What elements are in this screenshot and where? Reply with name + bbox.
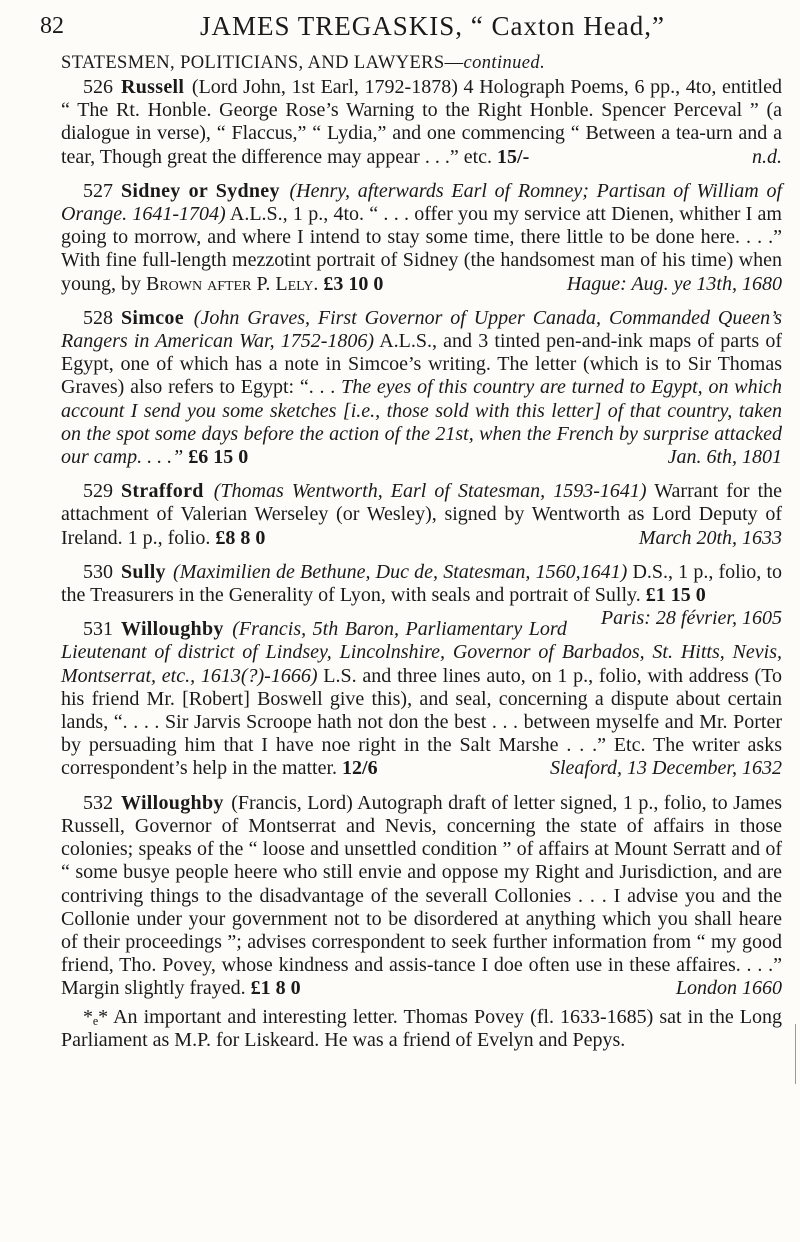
section-heading bbox=[61, 53, 545, 74]
entry-body: D.S., 1 p., folio, to the Treasurers in the Generality of Lyon, with seals and portrait of Sully. bbox=[61, 560, 783, 607]
entry-name: Sully bbox=[121, 560, 166, 583]
margin-mark bbox=[795, 1024, 798, 1084]
entry-price: £1 8 0 bbox=[250, 977, 301, 1000]
entry-name: Russell bbox=[121, 76, 185, 98]
entry-price: 12/6 bbox=[342, 757, 378, 780]
entry-number: 529 bbox=[83, 480, 113, 503]
entry-place: March 20th, 1633 bbox=[638, 526, 782, 549]
entry-description: (Maximilien de Bethune, Duc de, Statesman, 1560,1641) bbox=[173, 560, 628, 583]
entry-description: (Francis, 5th Baron, Parliamentary Lord Lieutenant of district of Lindsey, Lincolnshire, Governor of Barbados, St. Hitts, Nevis, Montserrat, etc., 1613(?)-1666) bbox=[61, 618, 782, 687]
entry-527 bbox=[61, 180, 782, 296]
entry-526 bbox=[61, 76, 782, 169]
entry-place: n.d. bbox=[752, 145, 782, 168]
entry-532-note: *ₑ* An important and interesting letter. Thomas Povey (fl. 1633-1685) sat in the Long Parliament as M.P. for Liskeard. He was a friend of Evelyn and Pepys. bbox=[61, 1005, 782, 1051]
entry-description: (Thomas Wentworth, Earl of Statesman, 1593-1641) bbox=[213, 480, 647, 503]
page-number: 82 bbox=[40, 13, 64, 39]
entry-name: Simcoe bbox=[121, 306, 184, 329]
entry-528 bbox=[61, 307, 782, 469]
entry-price: £1 15 0 bbox=[645, 584, 706, 607]
entry-description: (Henry, afterwards Earl of Romney; Partisan of William of Orange. 1641-1704) bbox=[61, 179, 782, 226]
entry-529 bbox=[61, 480, 782, 550]
entry-number: 531 bbox=[83, 618, 113, 641]
entry-body: L.S. and three lines auto, on 1 p., folio, with address (To his friend Mr. [Robert] Boswell give this), and seal, concerning a dispute about certain lands, “. . . . Sir Jarvis Scroope hath not don the best . . . between myselfe and Mr. Porter by persuading him that I have noe right in the Salt Marshe . . .” Etc. The writer asks correspondent’s help in the matter. bbox=[61, 664, 783, 780]
entry-place: Hague: Aug. ye 13th, 1680 bbox=[566, 272, 782, 295]
entry-place: Paris: 28 février, 1605 bbox=[600, 607, 782, 630]
entry-name: Willoughby bbox=[121, 618, 224, 641]
running-title: JAMES TREGASKIS, “ Caxton Head,” bbox=[200, 11, 665, 41]
entry-quote: The eyes of this country are turned to Egypt, on which account I send you some sketches [i.e., those sold with this letter] of that country, taken on the spot some days before the action of the 21st, when the French by surprise attacked our camp. . . .” bbox=[61, 376, 783, 469]
entry-price: £6 15 0 bbox=[188, 446, 249, 469]
entry-body: A.L.S., and 3 tinted pen-and-ink maps of parts of Egypt, one of which has a note in Simcoe’s writing. The letter (which is to Sir Thomas Graves) also refers to Egypt: “. . . bbox=[61, 330, 782, 399]
entry-number: 532 bbox=[83, 791, 113, 814]
catalogue-entries bbox=[61, 76, 782, 1052]
entry-number: 528 bbox=[83, 306, 113, 329]
entry-name: Willoughby bbox=[121, 791, 224, 814]
entry-name: Sidney or Sydney bbox=[121, 179, 280, 202]
entry-number: 526 bbox=[83, 76, 113, 98]
entry-place: London 1660 bbox=[675, 977, 782, 1000]
entry-name: Strafford bbox=[121, 480, 204, 503]
section-heading-text: STATESMEN, POLITICIANS, AND LAWYERS— bbox=[61, 53, 464, 73]
entry-price: 15/- bbox=[497, 145, 530, 168]
entry-body: Warrant for the attachment of Valerian Werseley (or Wesley), signed by Wentworth as Lord Deputy of Ireland. 1 p., folio. bbox=[61, 480, 782, 549]
entry-531 bbox=[61, 618, 782, 780]
entry-price: £8 8 0 bbox=[215, 526, 266, 549]
entry-number: 527 bbox=[83, 179, 113, 202]
entry-532 bbox=[61, 792, 782, 1001]
entry-engraver: Brown after P. Lely. bbox=[146, 272, 319, 295]
entry-place: Jan. 6th, 1801 bbox=[667, 446, 782, 469]
entry-body: A.L.S., 1 p., 4to. “ . . . offer you my service att Dienen, whither I am going to morrow, and where I intend to stay some time, there little to be done here. . . .” With fine full-length mezzotint portrait of Sidney (the handsomest man of his time) when young, by bbox=[61, 203, 782, 295]
entry-body: Autograph draft of letter signed, 1 p., folio, to James Russell, Governor of Montserrat and Nevis, concerning the state of affairs in those colonies; speaks of the “ loose and unsettled condition ” of affairs at Mount Serratt and of “ some busye people heere who still envie and oppose my Right and Jurisdiction, and are contriving things to the disadvantage of the severall Collonies . . . I advise you and the Collonie under your government not to be disordered at anything which you shall heare of their proceedings ”; advises correspondent to seek further information from “ my good friend, Tho. Povey, whose kindness and assis-tance I doe often use in these affaires. . . .” Margin slightly frayed. bbox=[61, 791, 782, 1000]
entry-description: (John Graves, First Governor of Upper Canada, Commanded Queen’s Rangers in American War, 1752-1806) bbox=[61, 306, 782, 353]
entry-place: Sleaford, 13 December, 1632 bbox=[550, 757, 782, 780]
section-continued: continued. bbox=[463, 53, 546, 73]
entry-body: (Lord John, 1st Earl, 1792-1878) 4 Holograph Poems, 6 pp., 4to, entitled “ The Rt. Honble. George Rose’s Warning to the Right Honble. Spencer Perceval ” (a dialogue in verse), “ Flaccus,” “ Lydia,” and one commencing “ Between a tea-urn and a tear, Though great the difference may appear . . .” etc. bbox=[61, 76, 782, 168]
entry-description: (Francis, Lord) bbox=[231, 791, 353, 814]
entry-number: 530 bbox=[83, 560, 113, 583]
page-header bbox=[40, 8, 780, 44]
entry-price: £3 10 0 bbox=[323, 272, 384, 295]
